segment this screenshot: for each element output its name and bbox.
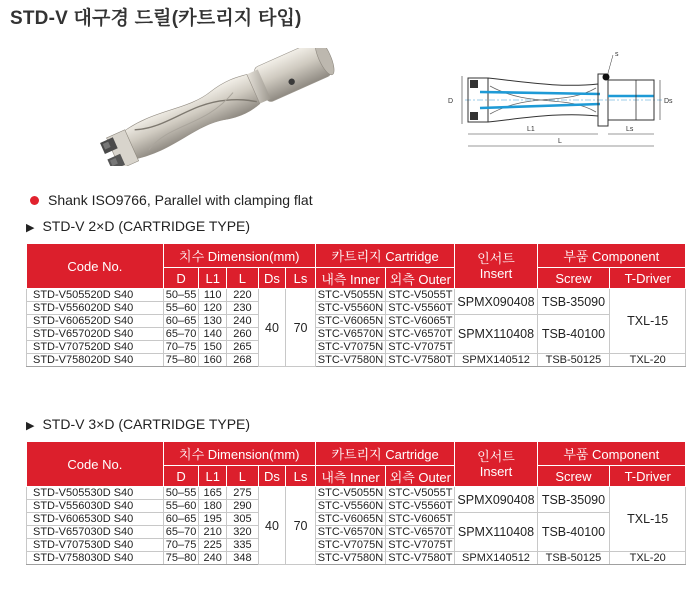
feature-text: Shank ISO9766, Parallel with clamping flat — [48, 192, 313, 208]
col-code-no: Code No. — [27, 244, 164, 289]
label-Ds: Ds — [664, 98, 673, 105]
cell-inner: STC-V6570N — [315, 328, 385, 341]
cell-l: 220 — [227, 289, 259, 302]
col-inner: 내측 Inner — [315, 268, 385, 289]
cell-code: STD-V505520D S40 — [27, 289, 164, 302]
cell-screw: TSB-35090 — [537, 289, 610, 315]
cell-code: STD-V505530D S40 — [27, 487, 164, 500]
cell-inner: STC-V5055N — [315, 487, 385, 500]
cell-screw: TSB-40100 — [537, 513, 610, 552]
cell-insert: SPMX140512 — [455, 354, 537, 367]
feature-line — [30, 192, 313, 208]
cell-outer: STC-V7580T — [386, 552, 455, 565]
cell-l: 320 — [227, 526, 259, 539]
technical-drawing — [430, 42, 680, 162]
cell-l1: 130 — [199, 315, 227, 328]
cell-code: STD-V657030D S40 — [27, 526, 164, 539]
spec-table-3xd — [26, 441, 686, 565]
cell-l: 268 — [227, 354, 259, 367]
cell-inner: STC-V7075N — [315, 539, 385, 552]
col-screw: Screw — [537, 466, 610, 487]
cell-inner: STC-V5560N — [315, 302, 385, 315]
cell-l: 275 — [227, 487, 259, 500]
table-row — [27, 289, 686, 302]
cell-l1: 225 — [199, 539, 227, 552]
table-row — [27, 552, 686, 565]
cell-screw: TSB-40100 — [537, 315, 610, 354]
cell-outer: STC-V5560T — [386, 500, 455, 513]
col-cartridge: 카트리지 Cartridge — [315, 244, 455, 268]
cell-l: 305 — [227, 513, 259, 526]
cell-l: 335 — [227, 539, 259, 552]
cell-l1: 165 — [199, 487, 227, 500]
cell-tdriver: TXL-15 — [610, 487, 686, 552]
cell-inner: STC-V7580N — [315, 354, 385, 367]
cell-inner: STC-V6065N — [315, 513, 385, 526]
cell-l1: 195 — [199, 513, 227, 526]
cell-d: 60–65 — [163, 315, 199, 328]
cell-l1: 120 — [199, 302, 227, 315]
col-insert: 인서트 Insert — [455, 244, 537, 289]
col-ds: Ds — [258, 466, 286, 487]
col-inner: 내측 Inner — [315, 466, 385, 487]
label-D: D — [448, 98, 454, 105]
label-Ls: Ls — [626, 126, 634, 133]
col-l: L — [227, 466, 259, 487]
cell-code: STD-V758030D S40 — [27, 552, 164, 565]
col-tdriver: T-Driver — [610, 268, 686, 289]
col-d: D — [163, 466, 199, 487]
cell-ds: 40 — [258, 487, 286, 565]
col-ls: Ls — [286, 466, 316, 487]
cell-outer: STC-V6065T — [386, 513, 455, 526]
section-title-2xd — [26, 218, 250, 234]
cell-d: 70–75 — [163, 539, 199, 552]
cell-l: 348 — [227, 552, 259, 565]
cell-code: STD-V606530D S40 — [27, 513, 164, 526]
cell-tdriver: TXL-20 — [610, 354, 686, 367]
cell-d: 65–70 — [163, 328, 199, 341]
cell-d: 50–55 — [163, 487, 199, 500]
cell-l: 265 — [227, 341, 259, 354]
cell-insert: SPMX090408 — [455, 487, 537, 513]
col-component: 부품 Component — [537, 442, 685, 466]
cell-l: 260 — [227, 328, 259, 341]
cell-l1: 110 — [199, 289, 227, 302]
cell-inner: STC-V6065N — [315, 315, 385, 328]
cell-inner: STC-V5560N — [315, 500, 385, 513]
triangle-right-icon: ▶ — [26, 420, 35, 432]
col-dimension: 치수 Dimension(mm) — [163, 244, 315, 268]
col-l: L — [227, 268, 259, 289]
cell-l: 290 — [227, 500, 259, 513]
cell-ls: 70 — [286, 289, 316, 367]
page-title: STD-V 대구경 드릴(카트리지 타입) — [10, 8, 302, 29]
cell-tdriver: TXL-15 — [610, 289, 686, 354]
cell-d: 70–75 — [163, 341, 199, 354]
cell-outer: STC-V7580T — [386, 354, 455, 367]
cell-code: STD-V758020D S40 — [27, 354, 164, 367]
col-outer: 외측 Outer — [386, 268, 455, 289]
spec-table-2xd — [26, 243, 686, 367]
bullet-dot-icon — [30, 196, 39, 205]
cell-l1: 210 — [199, 526, 227, 539]
col-d: D — [163, 268, 199, 289]
cell-l1: 160 — [199, 354, 227, 367]
cell-insert: SPMX110408 — [455, 513, 537, 552]
col-insert: 인서트 Insert — [455, 442, 537, 487]
cell-code: STD-V707520D S40 — [27, 341, 164, 354]
cell-inner: STC-V7075N — [315, 341, 385, 354]
cell-code: STD-V707530D S40 — [27, 539, 164, 552]
cell-ds: 40 — [258, 289, 286, 367]
table-row — [27, 513, 686, 526]
col-outer: 외측 Outer — [386, 466, 455, 487]
cell-d: 75–80 — [163, 354, 199, 367]
section-title-text: STD-V 2×D (CARTRIDGE TYPE) — [42, 218, 251, 234]
cell-d: 50–55 — [163, 289, 199, 302]
col-ls: Ls — [286, 268, 316, 289]
cell-insert: SPMX140512 — [455, 552, 537, 565]
cell-l1: 240 — [199, 552, 227, 565]
cell-d: 60–65 — [163, 513, 199, 526]
cell-code: STD-V556020D S40 — [27, 302, 164, 315]
label-L: L — [558, 138, 562, 145]
cell-outer: STC-V5560T — [386, 302, 455, 315]
cell-code: STD-V556030D S40 — [27, 500, 164, 513]
cell-inner: STC-V5055N — [315, 289, 385, 302]
col-dimension: 치수 Dimension(mm) — [163, 442, 315, 466]
cell-inner: STC-V6570N — [315, 526, 385, 539]
cell-code: STD-V606520D S40 — [27, 315, 164, 328]
cell-ls: 70 — [286, 487, 316, 565]
cell-d: 55–60 — [163, 500, 199, 513]
cell-insert: SPMX090408 — [455, 289, 537, 315]
col-ds: Ds — [258, 268, 286, 289]
col-screw: Screw — [537, 268, 610, 289]
col-component: 부품 Component — [537, 244, 685, 268]
cell-outer: STC-V5055T — [386, 487, 455, 500]
cell-outer: STC-V7075T — [386, 341, 455, 354]
cell-l1: 180 — [199, 500, 227, 513]
cell-outer: STC-V6570T — [386, 526, 455, 539]
cell-screw: TSB-50125 — [537, 354, 610, 367]
cell-d: 75–80 — [163, 552, 199, 565]
col-l1: L1 — [199, 466, 227, 487]
cell-d: 65–70 — [163, 526, 199, 539]
section-title-3xd — [26, 416, 250, 432]
cell-code: STD-V657020D S40 — [27, 328, 164, 341]
cell-outer: STC-V7075T — [386, 539, 455, 552]
cell-l: 230 — [227, 302, 259, 315]
label-L1: L1 — [527, 126, 535, 133]
cell-outer: STC-V6065T — [386, 315, 455, 328]
cell-screw: TSB-50125 — [537, 552, 610, 565]
triangle-right-icon: ▶ — [26, 222, 35, 234]
table-row — [27, 354, 686, 367]
cell-inner: STC-V7580N — [315, 552, 385, 565]
cell-d: 55–60 — [163, 302, 199, 315]
cell-screw: TSB-35090 — [537, 487, 610, 513]
col-cartridge: 카트리지 Cartridge — [315, 442, 455, 466]
cell-l: 240 — [227, 315, 259, 328]
cell-outer: STC-V6570T — [386, 328, 455, 341]
cell-l1: 140 — [199, 328, 227, 341]
cell-tdriver: TXL-20 — [610, 552, 686, 565]
cell-insert: SPMX110408 — [455, 315, 537, 354]
table-row — [27, 315, 686, 328]
section-title-text: STD-V 3×D (CARTRIDGE TYPE) — [42, 416, 251, 432]
label-s: s — [615, 51, 619, 58]
col-code-no: Code No. — [27, 442, 164, 487]
drill-photo — [78, 48, 358, 166]
cell-outer: STC-V5055T — [386, 289, 455, 302]
table-row — [27, 487, 686, 500]
col-tdriver: T-Driver — [610, 466, 686, 487]
cell-l1: 150 — [199, 341, 227, 354]
col-l1: L1 — [199, 268, 227, 289]
